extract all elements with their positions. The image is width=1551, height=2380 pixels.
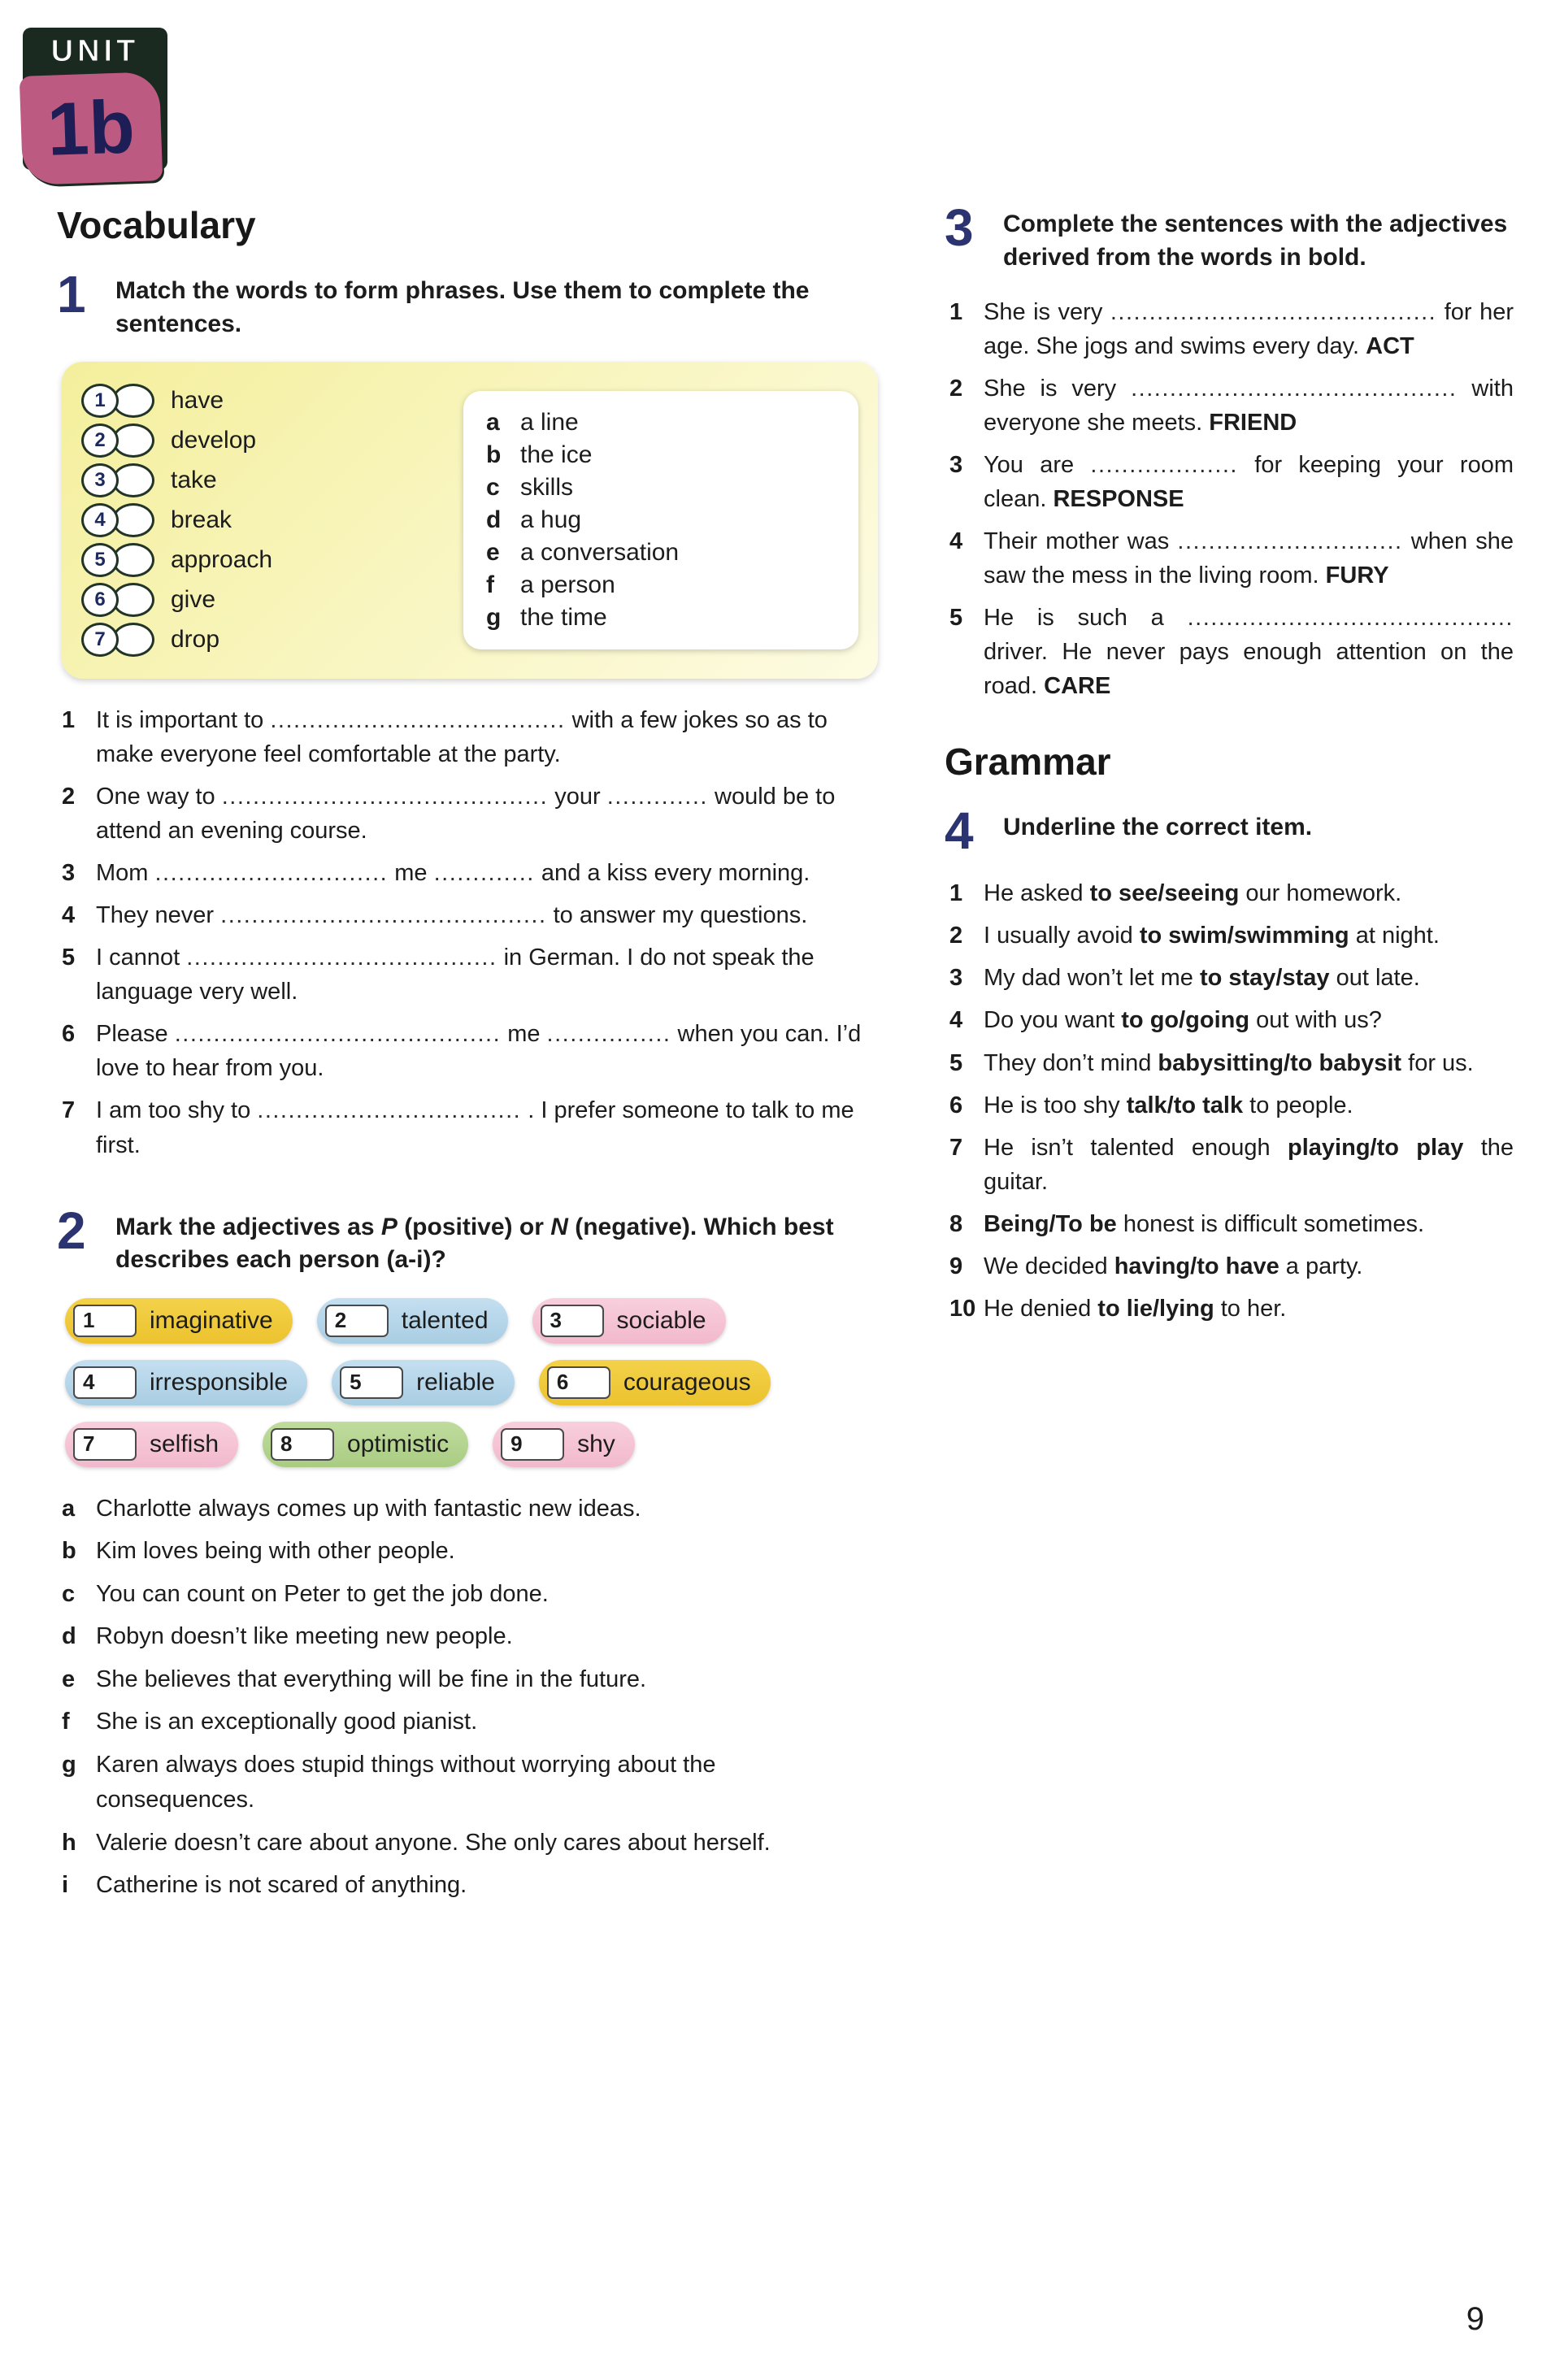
person-text: Catherine is not scared of anything. <box>96 1872 467 1899</box>
exercise-1-sentences <box>62 703 878 1162</box>
sentence <box>62 856 878 890</box>
match-word-row <box>81 463 463 497</box>
phrase-text: a conversation <box>520 539 680 566</box>
sentence <box>62 703 878 771</box>
word-number-circle: 2 <box>81 423 119 458</box>
exercise-4-instructions: Underline the correct item. <box>1003 813 1313 840</box>
exercise-2-instructions: Mark the adjectives as P (positive) or N (negative). Which best describes each person (a-i)? <box>115 1213 834 1274</box>
item-text: They don’t mind babysitting/to babysit for us. <box>984 1049 1474 1076</box>
sentence <box>949 601 1514 703</box>
phrase-row <box>486 604 836 632</box>
phrase-letter: d <box>486 506 502 533</box>
adjective-answer-box[interactable]: 2 <box>325 1305 389 1337</box>
sentence-number: 7 <box>62 1097 76 1124</box>
phrase-row <box>486 474 836 502</box>
exercise-4-items <box>949 876 1514 1326</box>
item-text: Do you want to go/going out with us? <box>984 1007 1382 1034</box>
grammar-item <box>949 876 1514 910</box>
sentence-text: Mom .............................. me ............. and a kiss every morning. <box>96 860 810 887</box>
person-letter: i <box>62 1872 69 1899</box>
exercise-2-header <box>57 1201 878 1277</box>
sentence-number: 5 <box>949 605 963 632</box>
page-number: 9 <box>1466 2301 1484 2337</box>
match-word: drop <box>171 626 220 653</box>
phrase-row <box>486 571 836 599</box>
grammar-item <box>949 919 1514 953</box>
person-text: She believes that everything will be fine in the future. <box>96 1666 647 1692</box>
sentence-text: Please .......................................... me ................ when you can. I’d love to hear from you. <box>96 1021 862 1082</box>
grammar-item <box>949 1131 1514 1199</box>
adjective-answer-box[interactable]: 1 <box>73 1305 137 1337</box>
adjective-answer-box[interactable]: 7 <box>73 1428 137 1461</box>
person-letter: a <box>62 1495 76 1522</box>
phrase-card <box>463 391 858 649</box>
phrase-text: skills <box>520 474 573 501</box>
sentence-text: I cannot ........................................ in German. I do not speak the language very well. <box>96 945 815 1005</box>
sentence-number: 4 <box>949 528 963 555</box>
person-sentence <box>62 1662 878 1698</box>
sentence <box>62 898 878 932</box>
match-word: give <box>171 586 216 613</box>
exercise-4-header <box>945 801 1514 860</box>
adjective-label: optimistic <box>347 1430 450 1457</box>
item-text: He asked to see/seeing our homework. <box>984 880 1402 907</box>
adjective-answer-box[interactable]: 8 <box>271 1428 334 1461</box>
sentence-text: Their mother was ............................. when she saw the mess in the living room. FURY <box>984 528 1514 589</box>
match-word-row <box>81 583 463 617</box>
people-list <box>62 1492 878 1904</box>
adjective-badge <box>65 1298 293 1344</box>
adjective-label: courageous <box>623 1368 751 1396</box>
adjective-badge <box>532 1298 726 1344</box>
person-letter: b <box>62 1538 76 1565</box>
phrase-row <box>486 539 836 567</box>
person-text: You can count on Peter to get the job done. <box>96 1580 549 1607</box>
sentence <box>949 524 1514 593</box>
sentence-text: She is very .......................................... for her age. She jogs and swims every day. ACT <box>984 299 1514 360</box>
item-number: 6 <box>949 1092 963 1118</box>
item-text: Being/To be honest is difficult sometimes. <box>984 1210 1425 1237</box>
item-number: 2 <box>949 923 963 949</box>
sentence-number: 2 <box>62 784 76 810</box>
person-letter: d <box>62 1623 76 1650</box>
exercise-4 <box>945 801 1514 1326</box>
sentence-number: 1 <box>949 299 963 325</box>
item-text: He isn’t talented enough playing/to play the guitar. <box>984 1134 1514 1195</box>
sentence <box>949 295 1514 363</box>
person-sentence <box>62 1826 878 1861</box>
vocabulary-heading: Vocabulary <box>57 204 256 246</box>
unit-label: UNIT <box>50 34 140 68</box>
sentence <box>62 780 878 848</box>
person-sentence <box>62 1619 878 1655</box>
sentence-text: It is important to ...................................... with a few jokes so as to make everyone feel comfortable at the party. <box>96 707 828 768</box>
exercise-4-number: 4 <box>945 801 974 860</box>
sentence-number: 6 <box>62 1021 76 1048</box>
adjective-label: irresponsible <box>150 1368 289 1396</box>
grammar-item <box>949 1249 1514 1283</box>
item-text: He is too shy talk/to talk to people. <box>984 1092 1353 1118</box>
phrase-text: a person <box>520 571 615 598</box>
sentence-number: 4 <box>62 902 76 929</box>
adjective-badge <box>493 1422 635 1467</box>
exercise-1-header <box>57 265 878 341</box>
person-text: Kim loves being with other people. <box>96 1538 455 1565</box>
exercise-1-number: 1 <box>57 265 86 324</box>
adjective-badge <box>263 1422 468 1467</box>
word-number-circle: 1 <box>81 384 119 418</box>
word-number-circle: 7 <box>81 623 119 657</box>
sentence-number: 2 <box>949 376 963 402</box>
sentence <box>949 448 1514 516</box>
exercise-3-number: 3 <box>945 198 974 257</box>
exercise-3-header <box>945 198 1514 274</box>
right-column <box>945 198 1514 1911</box>
phrase-letter: c <box>486 474 500 501</box>
item-text: My dad won’t let me to stay/stay out late. <box>984 965 1420 992</box>
grammar-item <box>949 1088 1514 1123</box>
sentence <box>62 1017 878 1085</box>
exercise-3 <box>945 198 1514 704</box>
person-letter: e <box>62 1666 76 1692</box>
adjective-label: shy <box>577 1430 615 1457</box>
unit-number: 1b <box>46 85 137 172</box>
match-word-row <box>81 384 463 418</box>
person-letter: f <box>62 1709 70 1735</box>
adjective-answer-box[interactable]: 5 <box>340 1366 403 1399</box>
sentence-text: She is very .......................................... with everyone she meets. FRIEND <box>984 376 1514 436</box>
phrase-letter: b <box>486 441 502 468</box>
grammar-item <box>949 1207 1514 1241</box>
match-word: break <box>171 506 232 533</box>
phrase-letter: a <box>486 409 500 436</box>
person-text: She is an exceptionally good pianist. <box>96 1709 478 1735</box>
person-sentence <box>62 1748 878 1818</box>
adjective-badge <box>317 1298 508 1344</box>
grammar-item <box>949 1046 1514 1080</box>
sentence-text: They never .......................................... to answer my questions. <box>96 902 808 929</box>
phrase-text: the ice <box>520 441 593 468</box>
left-column <box>57 203 878 1911</box>
phrase-letter: e <box>486 539 500 566</box>
match-word-list <box>81 378 463 662</box>
person-sentence <box>62 1577 878 1613</box>
sentence-text: One way to .......................................... your ............. would be to attend an evening course. <box>96 784 836 845</box>
word-number-circle: 6 <box>81 583 119 617</box>
phrase-row <box>486 409 836 436</box>
item-number: 4 <box>949 1007 963 1034</box>
person-text: Charlotte always comes up with fantastic new ideas. <box>96 1495 641 1522</box>
sentence-number: 3 <box>62 860 76 887</box>
adjective-badge <box>332 1360 515 1405</box>
person-letter: g <box>62 1751 76 1778</box>
person-sentence <box>62 1534 878 1570</box>
item-text: I usually avoid to swim/swimming at night. <box>984 923 1440 949</box>
sentence-text: I am too shy to .................................. . I prefer someone to talk to me first. <box>96 1097 854 1158</box>
person-sentence <box>62 1705 878 1740</box>
match-word: take <box>171 467 217 493</box>
adjective-answer-box[interactable]: 4 <box>73 1366 137 1399</box>
phrase-letter: g <box>486 604 502 631</box>
adjective-label: talented <box>401 1306 489 1334</box>
item-number: 7 <box>949 1134 963 1161</box>
phrase-row <box>486 441 836 469</box>
adjective-badges <box>65 1298 878 1467</box>
exercise-1 <box>57 265 878 1162</box>
word-number-circle: 3 <box>81 463 119 497</box>
grammar-heading: Grammar <box>945 740 1111 783</box>
person-text: Karen always does stupid things without worrying about the consequences. <box>96 1751 716 1813</box>
person-text: Valerie doesn’t care about anyone. She only cares about herself. <box>96 1829 771 1856</box>
phrase-row <box>486 506 836 534</box>
item-number: 10 <box>949 1295 976 1322</box>
grammar-item <box>949 961 1514 995</box>
match-word: have <box>171 387 224 414</box>
match-word: develop <box>171 427 257 454</box>
phrase-text: a line <box>520 409 579 436</box>
phrase-text: the time <box>520 604 607 631</box>
sentence-number: 5 <box>62 945 76 971</box>
sentence-number: 3 <box>949 452 963 479</box>
grammar-item <box>949 1292 1514 1326</box>
adjective-badge <box>65 1422 238 1467</box>
item-number: 8 <box>949 1210 963 1237</box>
phrase-letter: f <box>486 571 494 598</box>
person-sentence <box>62 1492 878 1527</box>
exercise-3-sentences <box>949 295 1514 704</box>
item-text: He denied to lie/lying to her. <box>984 1295 1287 1322</box>
person-sentence <box>62 1868 878 1904</box>
sentence-text: You are ................... for keeping your room clean. RESPONSE <box>984 452 1514 513</box>
exercise-2-number: 2 <box>57 1201 86 1260</box>
adjective-answer-box[interactable]: 3 <box>541 1305 604 1337</box>
adjective-answer-box[interactable]: 6 <box>547 1366 610 1399</box>
match-word: approach <box>171 546 273 573</box>
exercise-3-instructions: Complete the sentences with the adjectives derived from the words in bold. <box>1003 211 1508 271</box>
item-text: We decided having/to have a party. <box>984 1253 1363 1279</box>
person-letter: c <box>62 1580 76 1607</box>
unit-number-shape <box>20 72 163 185</box>
match-word-row <box>81 623 463 657</box>
adjective-badge <box>65 1360 307 1405</box>
sentence-text: He is such a .......................................... driver. He never pays enough attention on the road. CARE <box>984 605 1514 700</box>
word-number-circle: 4 <box>81 503 119 537</box>
match-word-row <box>81 543 463 577</box>
sentence <box>62 1093 878 1162</box>
adjective-label: reliable <box>416 1368 495 1396</box>
person-letter: h <box>62 1829 76 1856</box>
sentence <box>62 940 878 1009</box>
adjective-badge <box>539 1360 771 1405</box>
phrase-text: a hug <box>520 506 582 533</box>
unit-badge <box>23 28 167 170</box>
adjective-label: sociable <box>616 1306 706 1334</box>
adjective-label: selfish <box>150 1430 219 1457</box>
item-number: 1 <box>949 880 963 907</box>
item-number: 9 <box>949 1253 963 1279</box>
exercise-2 <box>57 1201 878 1904</box>
match-word-row <box>81 423 463 458</box>
item-number: 5 <box>949 1049 963 1076</box>
grammar-item <box>949 1003 1514 1037</box>
adjective-answer-box[interactable]: 9 <box>501 1428 564 1461</box>
word-number-circle: 5 <box>81 543 119 577</box>
person-text: Robyn doesn’t like meeting new people. <box>96 1623 513 1650</box>
match-box <box>62 362 878 679</box>
adjective-label: imaginative <box>150 1306 273 1334</box>
match-word-row <box>81 503 463 537</box>
sentence <box>949 371 1514 440</box>
exercise-1-instructions: Match the words to form phrases. Use them to complete the sentences. <box>115 277 810 337</box>
sentence-number: 1 <box>62 707 76 733</box>
item-number: 3 <box>949 965 963 992</box>
